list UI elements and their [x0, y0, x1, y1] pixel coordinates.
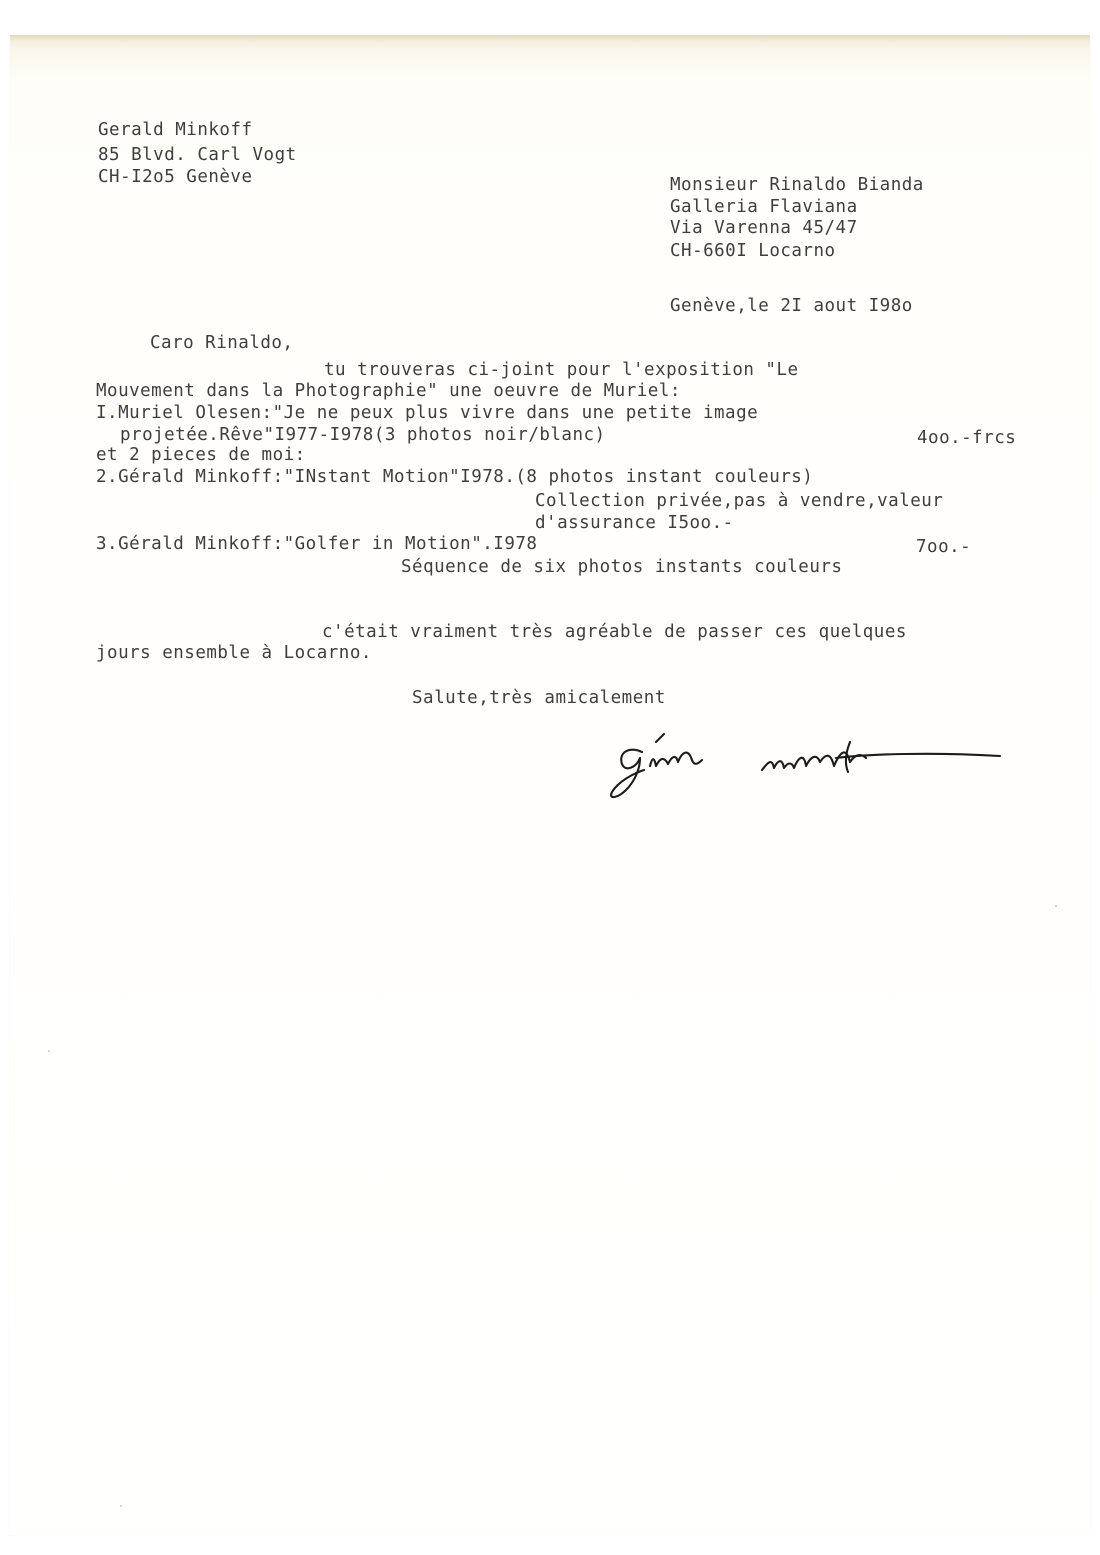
item-3-line-1: 3.Gérald Minkoff:"Golfer in Motion".I978 — [96, 534, 538, 554]
item-1-line-1: I.Muriel Olesen:"Je ne peux plus vivre dans une petite image — [96, 403, 759, 423]
item-3-line-2: Séquence de six photos instants couleurs — [401, 557, 843, 577]
salutation: Caro Rinaldo, — [150, 333, 294, 353]
signature-first-name-stroke — [611, 750, 644, 797]
letter-date: Genève,le 2I aout I98o — [670, 296, 913, 316]
paper-top-edge — [10, 35, 1090, 41]
sender-name: Gerald Minkoff — [98, 120, 253, 140]
item-2-line-2: Collection privée,pas à vendre,valeur — [535, 491, 944, 511]
closing-line-2: jours ensemble à Locarno. — [96, 643, 372, 663]
signature-accent-stroke — [656, 734, 664, 742]
sender-street: 85 Blvd. Carl Vogt — [98, 145, 297, 165]
item-2-line-3: d'assurance I5oo.- — [535, 513, 734, 533]
item-1-price: 4oo.-frcs — [917, 428, 1017, 448]
item-3-price: 7oo.- — [916, 537, 972, 557]
recipient-gallery: Galleria Flaviana — [670, 197, 858, 217]
item-1-line-2: projetée.Rêve"I977-I978(3 photos noir/blanc) — [120, 425, 606, 445]
signature-last-name-stroke — [762, 752, 866, 770]
signature-first-name-stroke-2 — [650, 753, 702, 766]
recipient-name: Monsieur Rinaldo Bianda — [670, 175, 924, 195]
body-intro-line-1: tu trouveras ci-joint pour l'exposition "Le — [324, 360, 799, 380]
item-2-line-1: 2.Gérald Minkoff:"INstant Motion"I978.(8 photos instant couleurs) — [96, 467, 814, 487]
recipient-city: CH-660I Locarno — [670, 241, 836, 261]
body-transition: et 2 pieces de moi: — [96, 445, 306, 465]
sender-city: CH-I2o5 Genève — [98, 167, 253, 187]
handwritten-signature — [600, 722, 1030, 812]
body-intro-line-2: Mouvement dans la Photographie" une oeuvre de Muriel: — [96, 381, 681, 401]
signoff: Salute,très amicalement — [412, 688, 666, 708]
closing-line-1: c'était vraiment très agréable de passer ces quelques — [322, 622, 907, 642]
recipient-street: Via Varenna 45/47 — [670, 218, 858, 238]
